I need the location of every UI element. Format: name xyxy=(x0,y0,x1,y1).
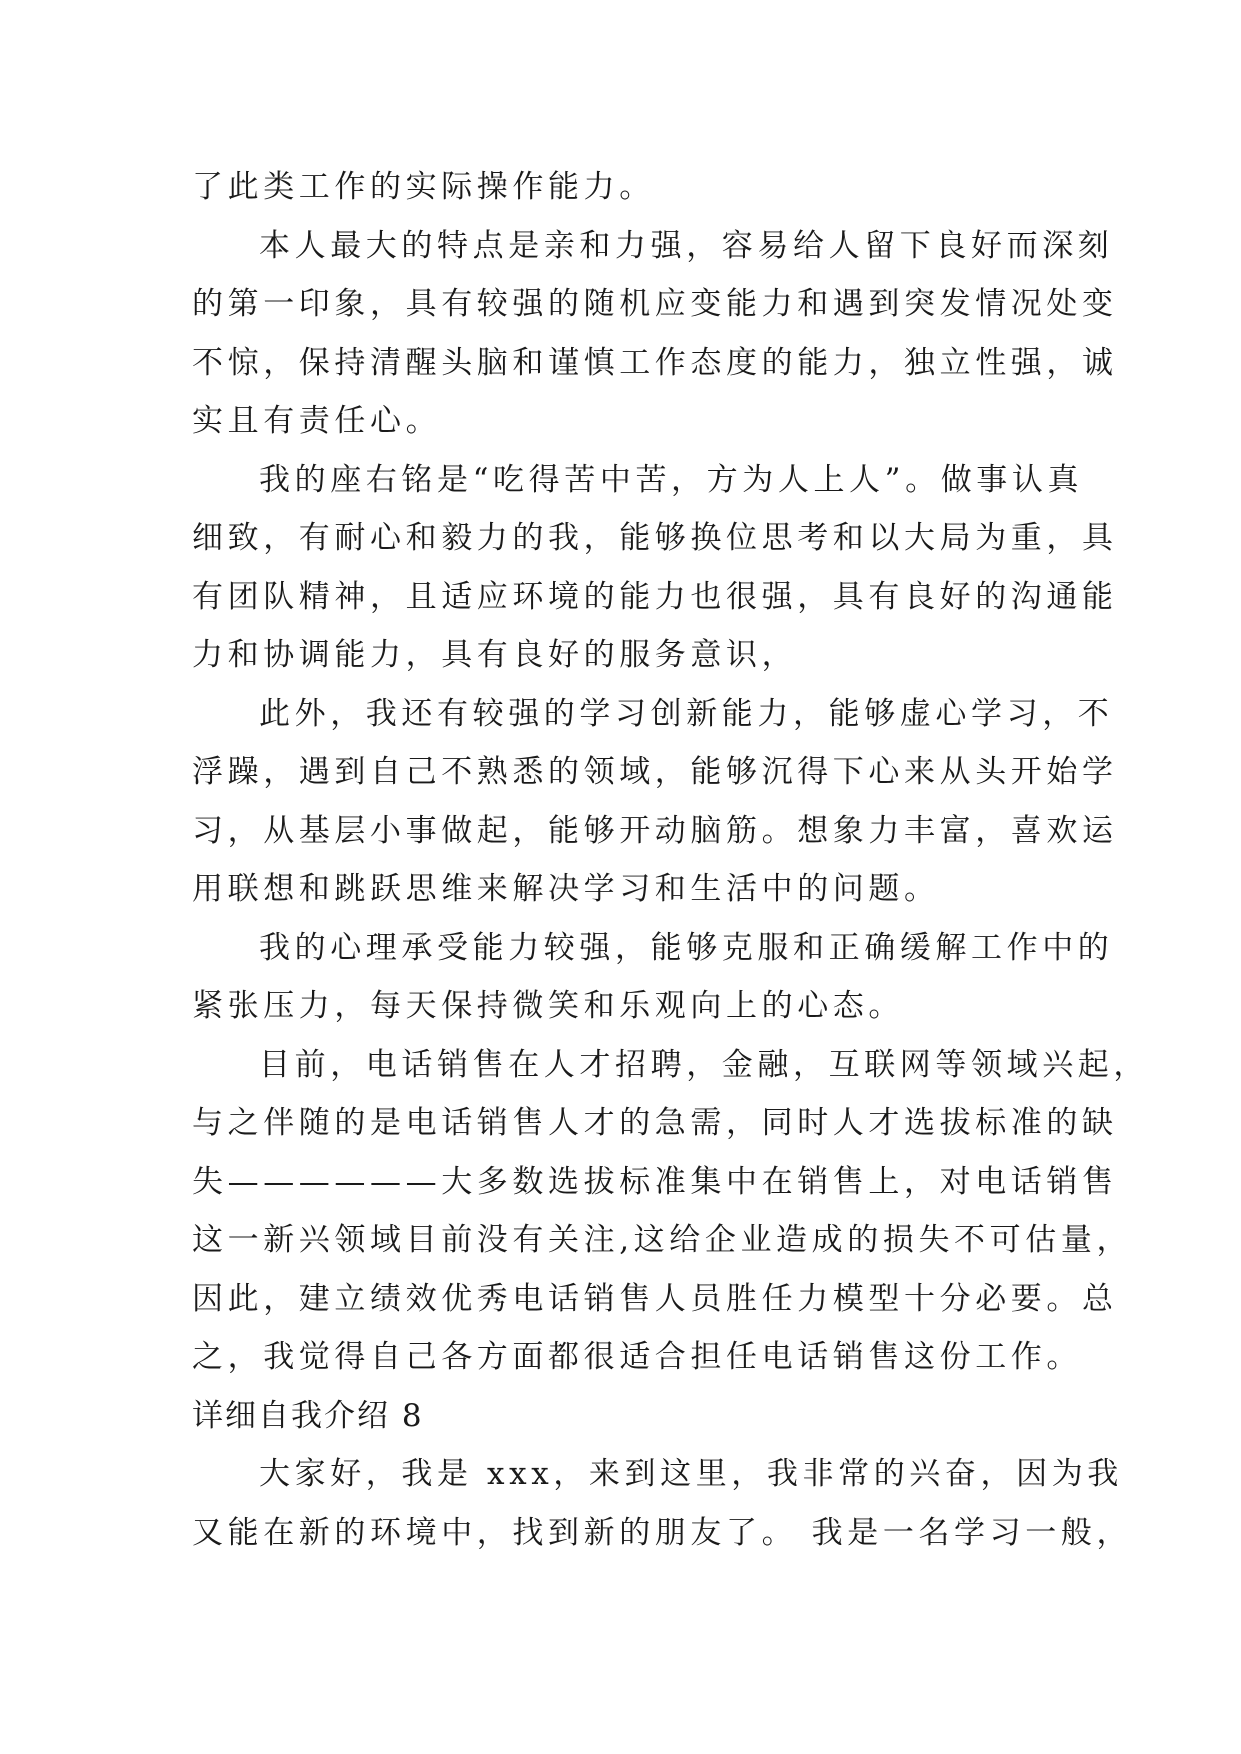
text-line: 浮躁，遇到自己不熟悉的领域，能够沉得下心来从头开始学 xyxy=(192,754,1118,790)
paragraph-first-line: 目前，电话销售在人才招聘，金融，互联网等领域兴起， xyxy=(259,1046,1149,1083)
paragraph-first-line: 我的座右铭是“吃得苦中苦，方为人上人”。做事认真 xyxy=(259,461,1084,498)
text-line: 这一新兴领域目前没有关注,这给企业造成的损失不可估量， xyxy=(192,1222,1133,1258)
text-line: 与之伴随的是电话销售人才的急需，同时人才选拔标准的缺 xyxy=(192,1105,1118,1141)
text-line: 实且有责任心。 xyxy=(192,403,442,439)
document-body xyxy=(192,158,1149,1562)
text-line: 用联想和跳跃思维来解决学习和生活中的问题。 xyxy=(192,871,940,907)
text-line: 又能在新的环境中，找到新的朋友了。 我是一名学习一般， xyxy=(192,1514,1133,1551)
paragraph-first-line: 大家好，我是 xxx，来到这里，我非常的兴奋，因为我 xyxy=(259,1456,1123,1492)
text-line: 细致，有耐心和毅力的我，能够换位思考和以大局为重，具 xyxy=(192,520,1118,556)
paragraph-first-line: 本人最大的特点是亲和力强，容易给人留下良好而深刻 xyxy=(259,227,1114,264)
text-line: 不惊，保持清醒头脑和谨慎工作态度的能力，独立性强，诚 xyxy=(192,344,1118,381)
text-line: 了此类工作的实际操作能力。 xyxy=(192,169,655,205)
text-line: 紧张压力，每天保持微笑和乐观向上的心态。 xyxy=(192,988,904,1024)
text-line: 有团队精神，且适应环境的能力也很强，具有良好的沟通能 xyxy=(192,578,1118,615)
section-heading: 详细自我介绍 8 xyxy=(192,1397,424,1434)
text-line: 因此，建立绩效优秀电话销售人员胜任力模型十分必要。总 xyxy=(192,1280,1118,1317)
text-line: 力和协调能力，具有良好的服务意识， xyxy=(192,637,798,673)
paragraph-first-line: 此外，我还有较强的学习创新能力，能够虚心学习，不 xyxy=(259,695,1114,732)
text-line: 的第一印象，具有较强的随机应变能力和遇到突发情况处变 xyxy=(192,286,1118,322)
text-line: 之，我觉得自己各方面都很适合担任电话销售这份工作。 xyxy=(192,1339,1082,1375)
text-line: 习，从基层小事做起，能够开动脑筋。想象力丰富，喜欢运 xyxy=(192,812,1118,849)
paragraph-first-line: 我的心理承受能力较强，能够克服和正确缓解工作中的 xyxy=(259,929,1114,966)
text-line: 失——————大多数选拔标准集中在销售上，对电话销售 xyxy=(192,1163,1118,1200)
